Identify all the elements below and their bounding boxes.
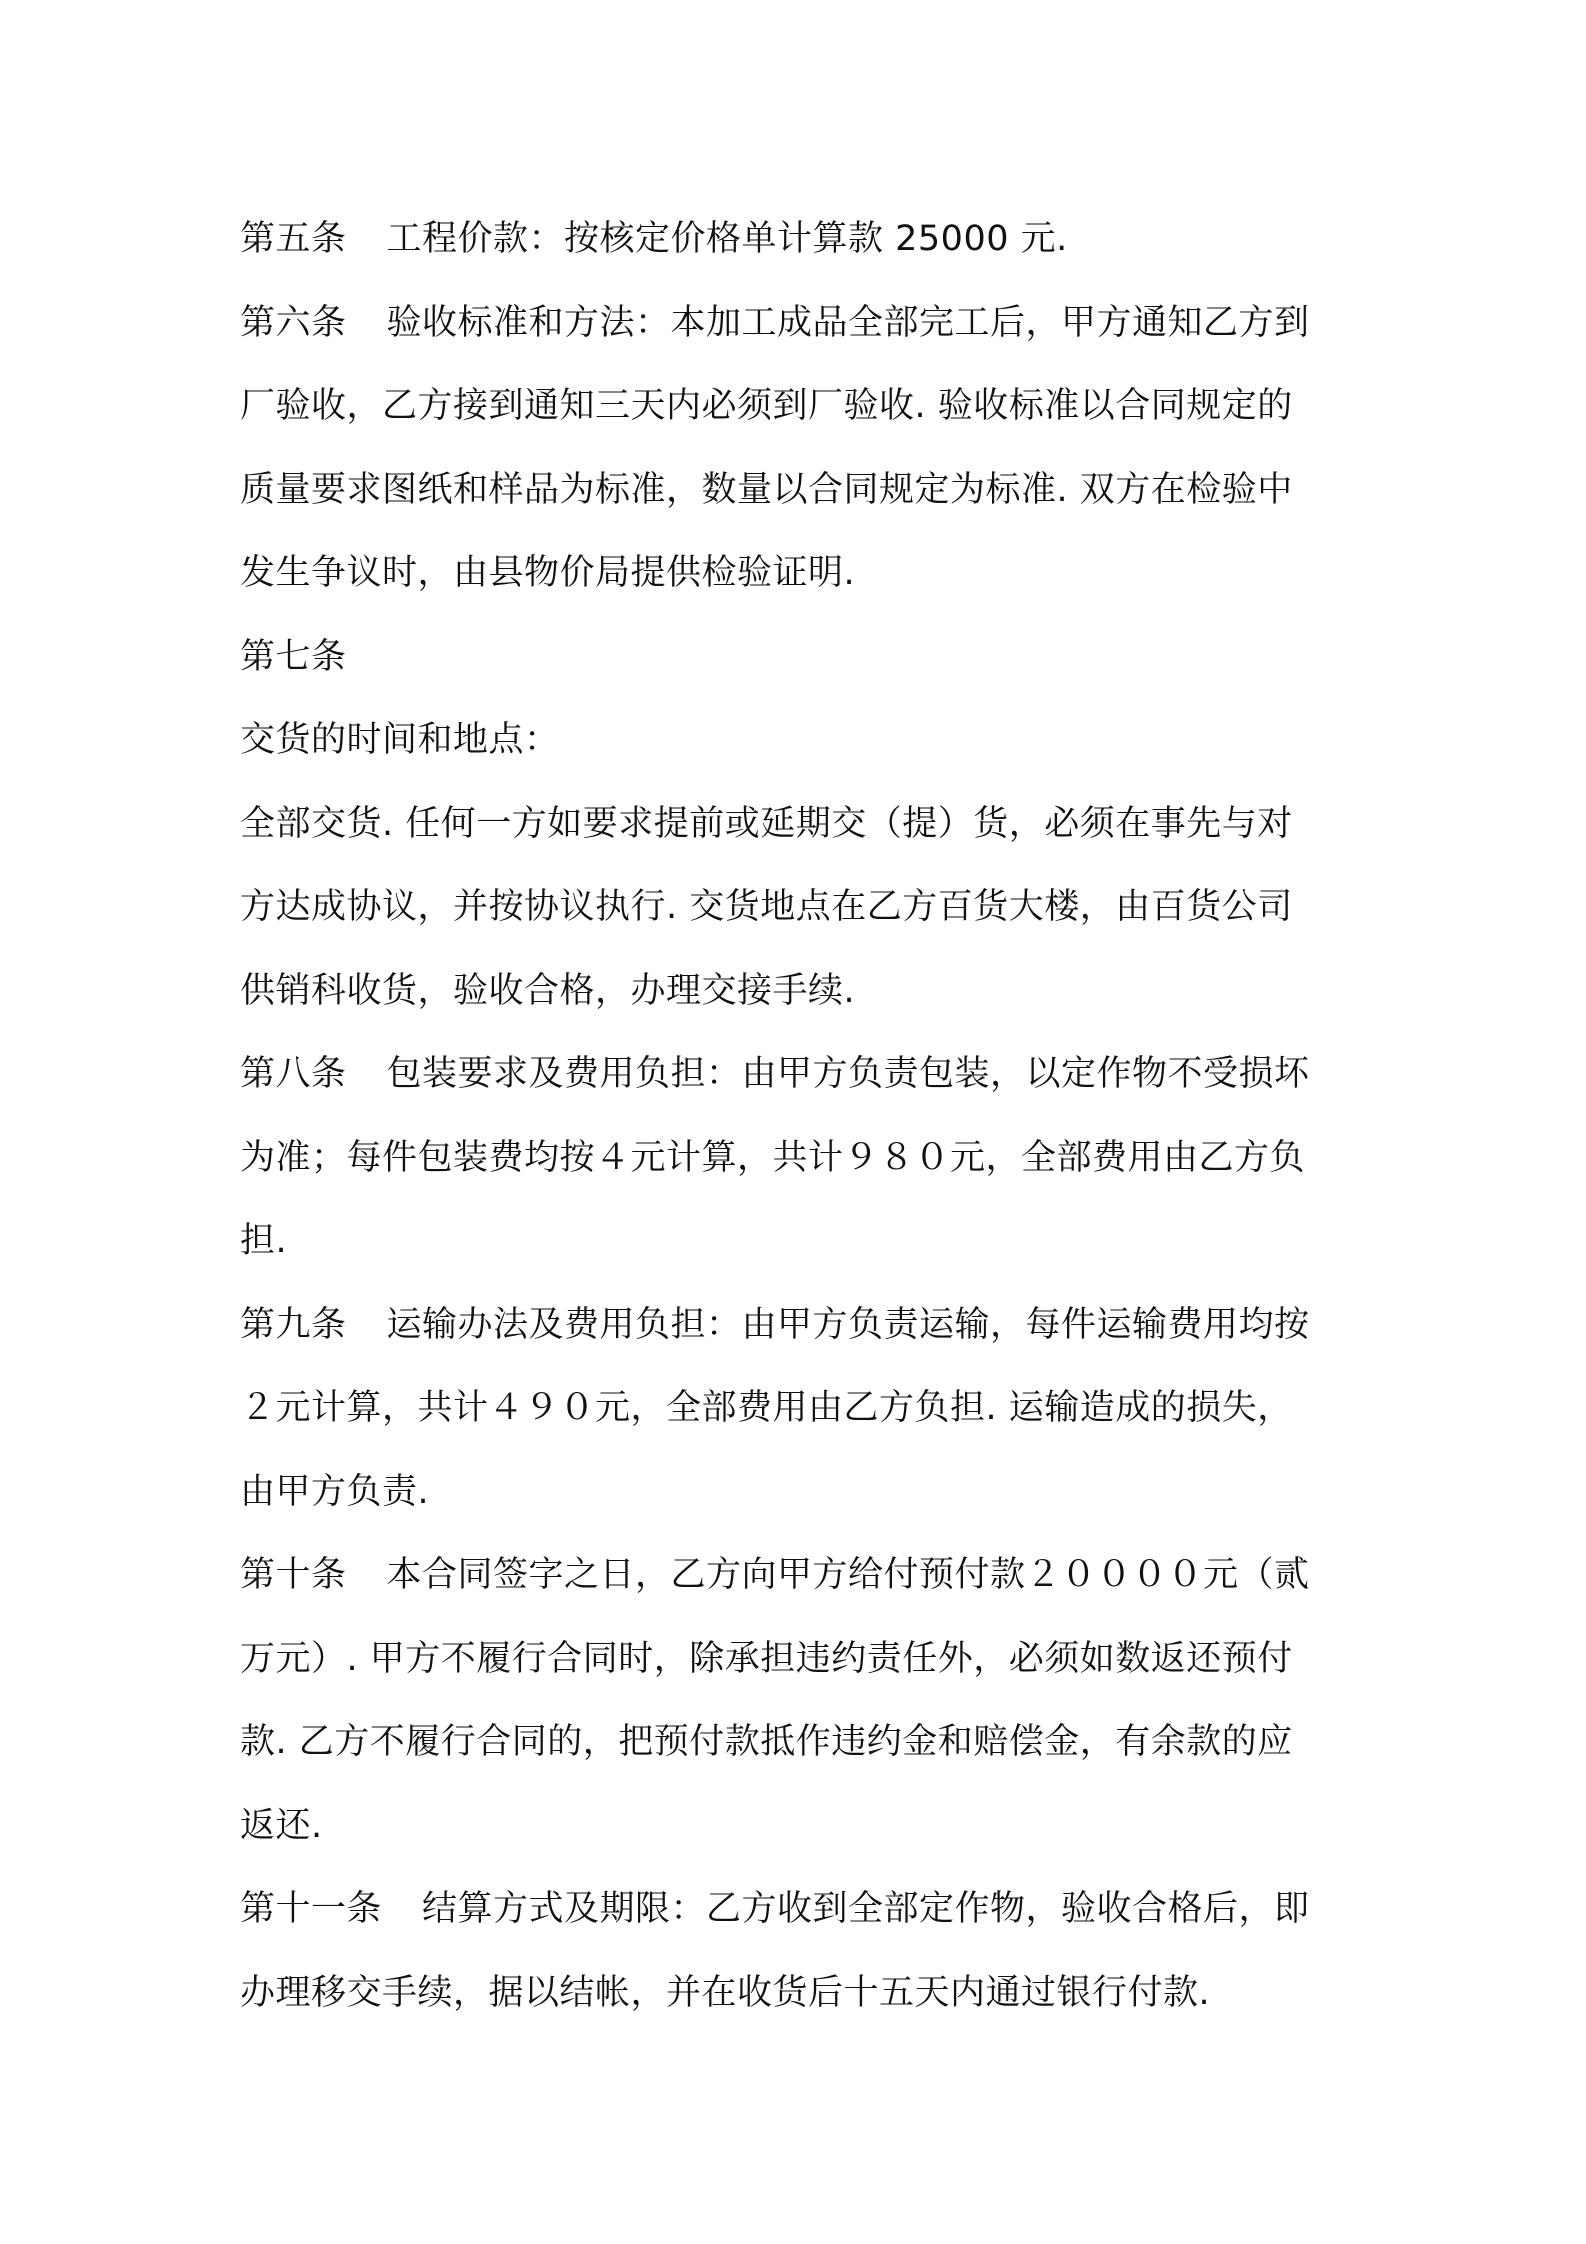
article-9-line-2: ２元计算，共计４９０元，全部费用由乙方负担. 运输造成的损失， — [240, 1388, 1293, 1428]
article-6-label: 第六条 — [240, 302, 347, 343]
article-11 — [240, 1868, 1365, 2035]
article-7-body-line-1: 全部交货. 任何一方如要求提前或延期交（提）货，必须在事先与对 — [240, 803, 1293, 844]
article-9-line-1 — [240, 1284, 1365, 1368]
article-8 — [240, 1033, 1365, 1284]
article-10-line-1 — [240, 1534, 1365, 1618]
article-6 — [240, 282, 1365, 616]
article-6-line-3: 质量要求图纸和样品为标准，数量以合同规定为标准. 双方在检验中 — [240, 469, 1293, 510]
article-8-line-3: 担. — [240, 1221, 288, 1261]
article-6-line-1 — [240, 282, 1365, 366]
article-8-label: 第八条 — [240, 1054, 347, 1094]
article-10-line-4: 返还. — [240, 1805, 323, 1846]
article-5 — [240, 198, 1365, 282]
article-6-line-2: 厂验收，乙方接到通知三天内必须到厂验收. 验收标准以合同规定的 — [240, 386, 1293, 426]
article-5-label: 第五条 — [240, 219, 347, 259]
article-7-body-line-2: 方达成协议，并按协议执行. 交货地点在乙方百货大楼，由百货公司 — [240, 887, 1293, 927]
article-8-text-1: 包装要求及费用负担：由甲方负责包装，以定作物不受损坏 — [386, 1054, 1310, 1094]
article-11-text-1: 结算方式及期限：乙方收到全部定作物，验收合格后，即 — [422, 1889, 1310, 1929]
article-11-line-2: 办理移交手续，据以结帐，并在收货后十五天内通过银行付款. — [240, 1972, 1211, 2013]
article-9-text-1: 运输办法及费用负担：由甲方负责运输，每件运输费用均按 — [386, 1304, 1310, 1345]
article-8-line-2: 为准；每件包装费均按４元计算，共计９８０元，全部费用由乙方负 — [240, 1137, 1306, 1178]
article-10-label: 第十条 — [240, 1555, 347, 1595]
article-6-line-4: 发生争议时，由县物价局提供检验证明. — [240, 553, 856, 593]
article-10-line-3: 款. 乙方不履行合同的，把预付款抵作违约金和赔偿金，有余款的应 — [240, 1722, 1293, 1762]
article-9 — [240, 1284, 1365, 1535]
article-7 — [240, 616, 1365, 700]
contract-body — [240, 198, 1365, 2035]
article-8-line-1 — [240, 1033, 1365, 1117]
article-9-line-3: 由甲方负责. — [240, 1471, 430, 1512]
article-10-text-1: 本合同签字之日，乙方向甲方给付预付款２００００元（贰 — [386, 1555, 1310, 1595]
article-5-text: 工程价款：按核定价格单计算款 25000 元. — [386, 219, 1068, 259]
article-11-label: 第十一条 — [240, 1889, 383, 1929]
article-10-line-2: 万元）. 甲方不履行合同时，除承担违约责任外，必须如数返还预付 — [240, 1638, 1293, 1679]
article-5-line-1 — [240, 198, 1365, 282]
article-9-label: 第九条 — [240, 1304, 347, 1345]
article-7-heading — [240, 699, 1365, 783]
article-7-body — [240, 783, 1365, 1034]
article-7-label: 第七条 — [240, 636, 347, 677]
article-6-text-1: 验收标准和方法：本加工成品全部完工后，甲方通知乙方到 — [386, 302, 1310, 343]
article-11-line-1 — [240, 1868, 1365, 1952]
article-7-body-line-3: 供销科收货，验收合格，办理交接手续. — [240, 970, 856, 1011]
article-7-heading-text: 交货的时间和地点： — [240, 720, 560, 760]
article-10 — [240, 1534, 1365, 1868]
